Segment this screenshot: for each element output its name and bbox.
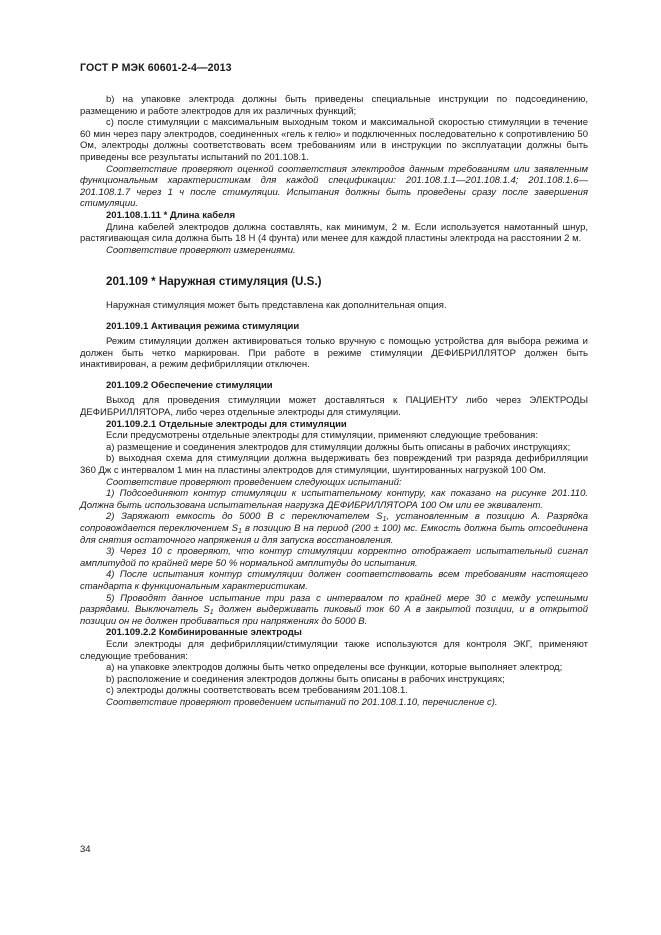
- section-heading-external-pacing: 201.109 * Наружная стимуляция (U.S.): [106, 275, 322, 289]
- paragraph: Если электроды для дефибрилляции/стимуляции также используются для контроля ЭКГ, применяют следующие требования:: [80, 638, 588, 662]
- subscript: 1: [209, 609, 214, 617]
- paragraph: Режим стимуляции должен активироваться только вручную с помощью устройства для выбора режима и должен быть четко маркирован. При работе в режиме стимуляции ДЕФИБРИЛЛЯТОР должен быть инактивирован, а режим дефибрилляции отключен.: [80, 336, 588, 371]
- test-step-text: , установленным в позицию А. Разрядка сопровождается переключением S: [80, 511, 589, 534]
- paragraph: b) на упаковке электрода должны быть приведены специальные инструкции по подсоединению, размещению и работе электродов для их различных функций;: [80, 94, 588, 117]
- paragraph: c) после стимуляции с максимальным выходным током и максимальной скоростью стимуляции в течение 60 мин через пару электродов, соединенных «гель к гелю» и подключенных последовательно к сопротивлению 50 Ом, электроды должны соответствовать всем требованиям или в инструкции по эксплуатации должны быть приведены все результаты испытаний по 201.108.1.: [80, 117, 588, 163]
- test-step: [80, 511, 588, 546]
- compliance-note: Соответствие проверяют проведением испытаний по 201.108.1.10, перечисление с).: [106, 696, 498, 708]
- test-step: [80, 593, 588, 628]
- test-step-text: 5) Проводят данное испытание три раза с интервалом по крайней мере 30 с между успешными разрядами. Выключатель S: [80, 592, 588, 616]
- test-step-text: в позицию В на период (200 ± 100) мс. Емкость должна быть отсоединена для снятия остаточного напряжения и для запуска восстановления.: [80, 523, 589, 546]
- compliance-note: Соответствие проверяют оценкой соответствия электродов данным требованиям или заявленным функциональным характеристикам для каждой спецификации: 201.108.1.1—201.108.1.4; 201.108.1.6—201.108.1.7 через 1 ч после стимуляции. Испытания должны быть проведены сразу после завершения стимуляции.: [80, 163, 588, 210]
- page-number: 34: [80, 844, 91, 855]
- section-title-combined-electrodes: 201.109.2.2 Комбинированные электроды: [106, 627, 302, 639]
- paragraph: Если предусмотрены отдельные электроды для стимуляции, применяют следующие требования:: [106, 430, 538, 442]
- paragraph: Выход для проведения стимуляции может доставляться к ПАЦИЕНТУ либо через ЭЛЕКТРОДЫ ДЕФИБРИЛЛЯТОРА, либо через отдельные электроды для стимуляции.: [80, 395, 588, 419]
- section-title-pacing-delivery: 201.109.2 Обеспечение стимуляции: [106, 379, 273, 391]
- document-body: [80, 94, 588, 709]
- list-item: b) расположение и соединения электродов должны быть описаны в рабочих инструкциях;: [106, 673, 505, 685]
- subscript: 1: [238, 528, 242, 535]
- subscript: 1: [382, 516, 387, 524]
- standard-header: ГОСТ Р МЭК 60601-2-4—2013: [80, 62, 232, 74]
- test-step-text: 2) Заряжают емкость до 5000 В с переключателем S: [106, 511, 383, 523]
- list-item: c) электроды должны соответствовать всем требованиям 201.108.1.: [106, 685, 408, 697]
- test-step: 4) После испытания контур стимуляции должен соответствовать всем требованиям настоящего стандарта к функциональным характеристикам.: [80, 569, 588, 592]
- compliance-note: Соответствие проверяют измерениями.: [106, 244, 296, 256]
- section-title-pacing-activation: 201.109.1 Активация режима стимуляции: [106, 320, 300, 332]
- list-item: а) на упаковке электродов должны быть четко определены все функции, которые выполняет электрод;: [106, 662, 563, 674]
- list-item: а) размещение и соединения электродов для стимуляции должны быть описаны в рабочих инструкциях;: [106, 441, 571, 453]
- test-step-text: должен выдерживать пиковый ток 60 А в закрытой позиции, и в открытой позиции он не должен пробиваться при напряжениях до 5000 В.: [80, 604, 588, 627]
- test-step: 3) Через 10 с проверяют, что контур стимуляции корректно отображает испытательный сигнал амплитудой по крайней мере 50 % нормальной амплитуды до испытания.: [80, 546, 588, 569]
- section-title-separate-electrodes: 201.109.2.1 Отдельные электроды для стимуляции: [106, 418, 347, 430]
- section-title-cable-length: 201.108.1.11 * Длина кабеля: [106, 209, 235, 221]
- list-item: b) выходная схема для стимуляции должна выдерживать без повреждений три разряда дефибрилляции 360 Дж с интервалом 1 мин на пластины электродов для стимуляции, шунтированных нагрузкой 100 Ом.: [80, 453, 588, 477]
- compliance-note: Соответствие проверяют проведением следующих испытаний:: [106, 476, 402, 488]
- test-step: 1) Подсоединяют контур стимуляции к испытательному контуру, как показано на рисунке 201.110. Должна быть использована испытательная нагрузка ДЕФИБРИЛЛЯТОРА 100 Ом или ее эквивалент.: [80, 488, 588, 511]
- paragraph: Наружная стимуляция может быть представлена как дополнительная опция.: [106, 299, 447, 311]
- paragraph: Длина кабелей электродов должна составлять, как минимум, 2 м. Если используется намотанный шнур, растягивающая сила должна быть 18 Н (4 фунта) или менее для каждой пластины электрода на расстоянии 2 м.: [80, 221, 588, 245]
